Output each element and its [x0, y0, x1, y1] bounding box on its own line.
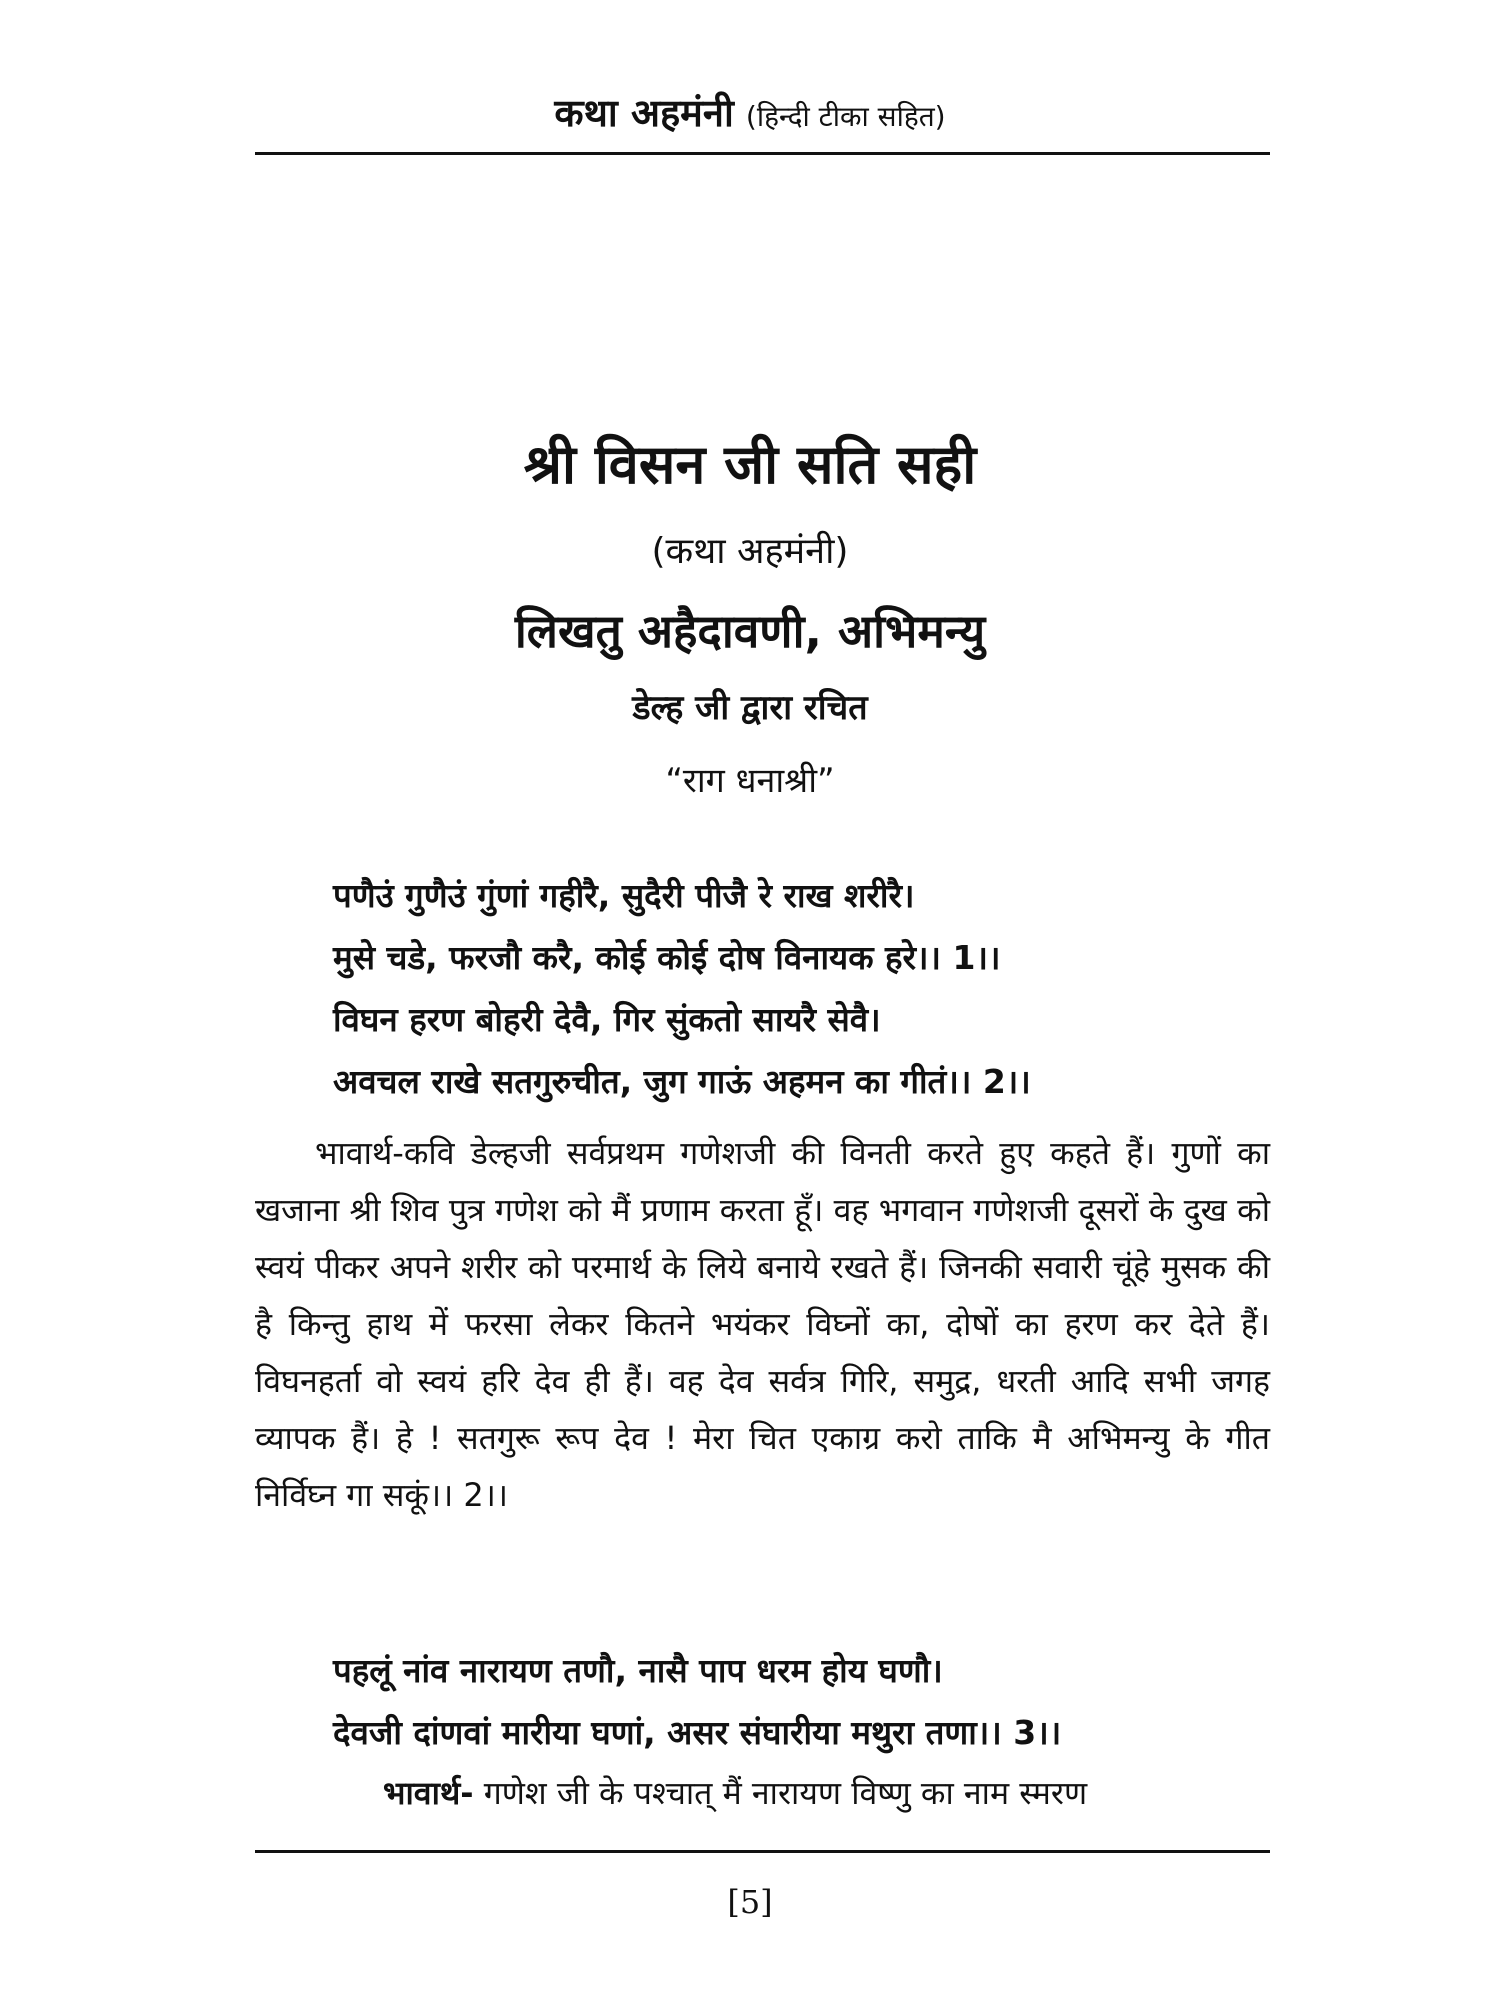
verse-line: पहलूं नांव नारायण तणौ, नासै पाप धरम होय घणौ।: [333, 1651, 943, 1690]
verse-line: देवजी दांणवां मारीया घणां, असर संघारीया मथुरा तणा।। 3।।: [333, 1713, 1062, 1752]
running-header-subtitle: (हिन्दी टीका सहित): [745, 100, 946, 133]
verse-block-1: [333, 865, 1193, 1113]
verse-block-2: [333, 1640, 1193, 1764]
verse-line: पणैउं गुणैउं गुंणां गहीरै, सुदैरी पीजै रे राख शरीरै।: [333, 876, 915, 915]
commentary-paragraph-2: [255, 1765, 1270, 1822]
section-heading: लिखतु अहैदावणी, अभिमन्यु: [514, 604, 986, 658]
verse-line: विघन हरण बोहरी देवै, गिर सुंकतो सायरै सेवै।: [333, 1000, 881, 1039]
running-header-title: कथा अहमंनी: [554, 91, 734, 135]
verse-line: मुसे चडे, फरजौ करै, कोई कोई दोष विनायक हरे।। 1।।: [333, 938, 1001, 977]
page-title: श्री विसन जी सति सही: [523, 433, 977, 496]
commentary-text: गणेश जी के पश्चात् मैं नारायण विष्णु का नाम स्मरण: [473, 1774, 1088, 1812]
raga-name: “राग धनाश्री”: [665, 761, 835, 801]
verse-line: अवचल राखे सतगुरुचीत, जुग गाऊं अहमन का गीतं।। 2।।: [333, 1062, 1031, 1101]
page-subtitle: (कथा अहमंनी): [651, 531, 849, 572]
footer-rule: [255, 1850, 1270, 1853]
running-header: [0, 88, 1500, 142]
page-number: [5]: [727, 1883, 773, 1921]
header-rule: [255, 152, 1270, 155]
commentary-lead: भावार्थ-: [383, 1774, 474, 1812]
composer-credit: डेल्ह जी द्वारा रचित: [632, 688, 868, 728]
commentary-paragraph-1: भावार्थ-कवि डेल्हजी सर्वप्रथम गणेशजी की विनती करते हुए कहते हैं। गुणों का खजाना श्री शिव पुत्र गणेश को मैं प्रणाम करता हूँ। वह भगवान गणेशजी दूसरों के दुख को स्वयं पीकर अपने शरीर को परमार्थ के लिये बनाये रखते हैं। जिनकी सवारी चूंहे मुसक की है किन्तु हाथ में फरसा लेकर कितने भयंकर विघ्नों का, दोषों का हरण कर देते हैं। विघनहर्ता वो स्वयं हरि देव ही हैं। वह देव सर्वत्र गिरि, समुद्र, धरती आदि सभी जगह व्यापक हैं। हे ! सतगुरू रूप देव ! मेरा चित एकाग्र करो ताकि मै अभिमन्यु के गीत निर्विघ्न गा सकूं।। 2।।: [255, 1134, 1270, 1514]
